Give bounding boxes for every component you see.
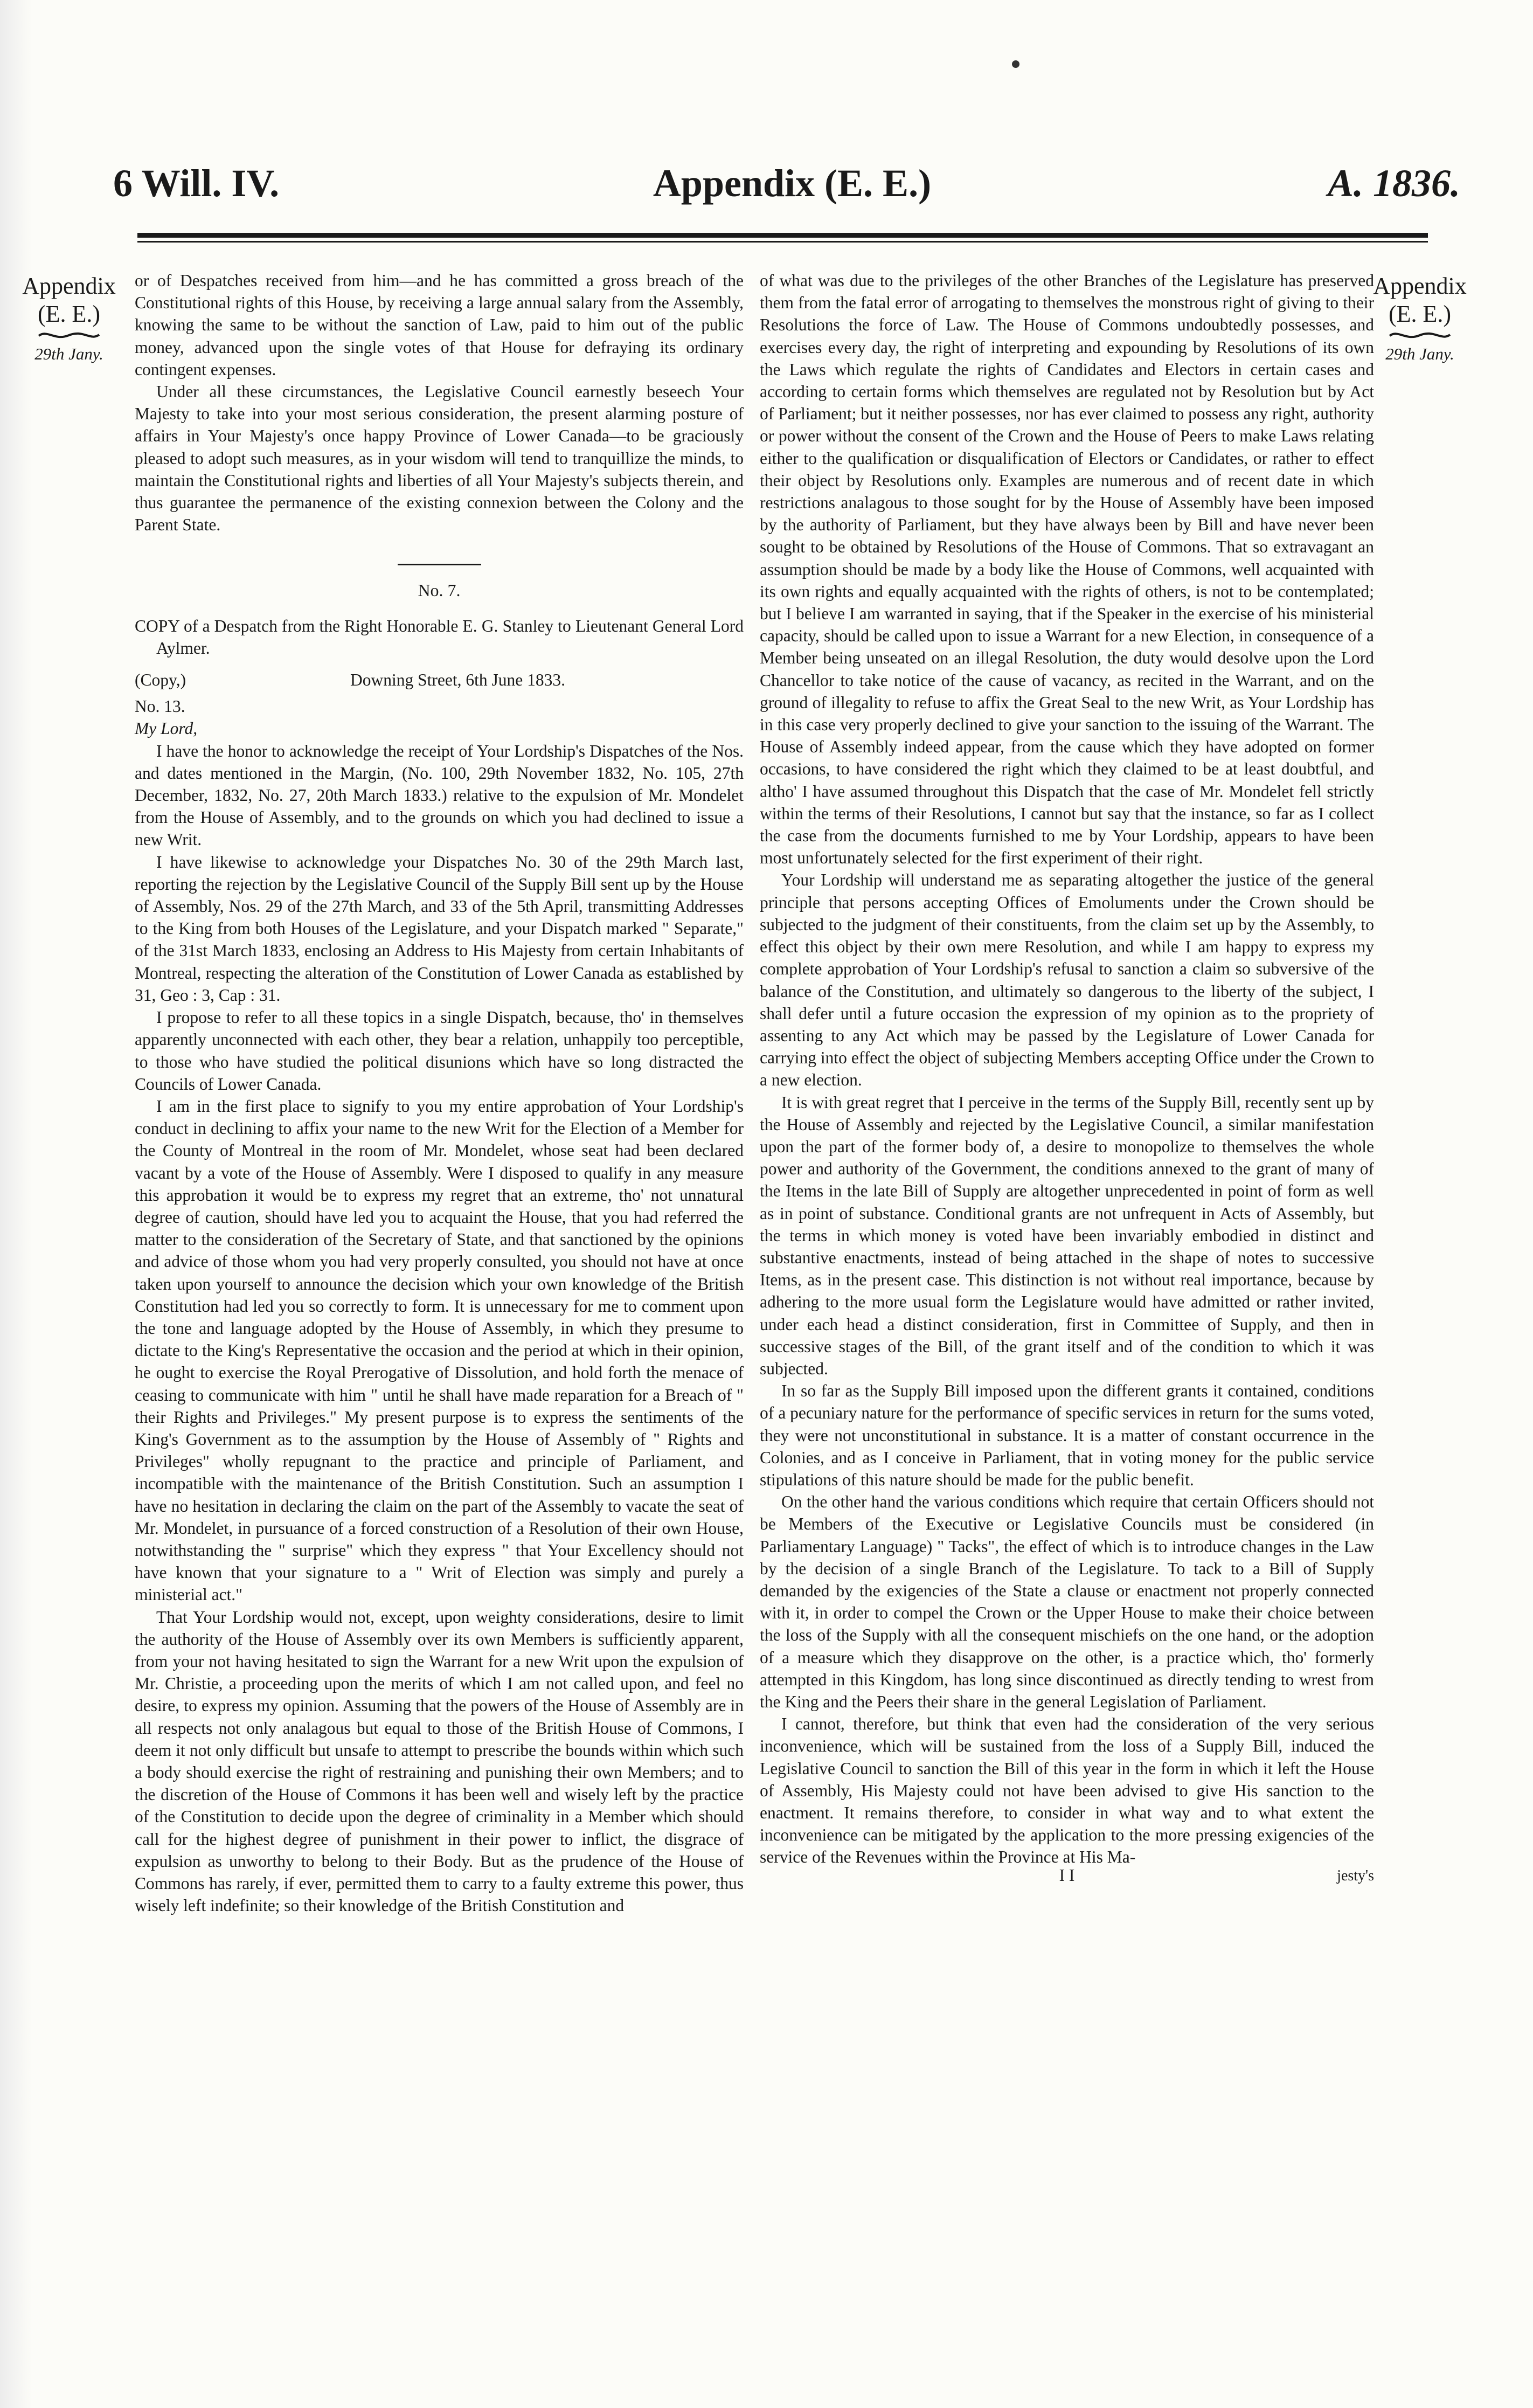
header-rule-thin [137,241,1428,243]
right-column [760,269,1374,1887]
paragraph: I am in the first place to signify to you my entire approbation of Your Lordship's conduct in declining to affix your name to the new Writ for the Election of a Member for the County of Montreal in the room of Mr. Mondelet, whose seat had been declared vacant by a vote of the House of Assembly. Were I disposed to qualify in any measure this approbation it would be to express my regret that an extreme, tho' not unnatural degree of caution, should have led you to acquaint the House, that you had referred the matter to the consideration of the Secretary of State, and that sanctioned by the opinions and advice of those whom you had very properly consulted, you should not have at once taken upon yourself to announce the decision which your own knowledge of the British Constitution had led you so correctly to form. It is unnecessary for me to comment upon the tone and language adopted by the House of Assembly, in which they presume to dictate to the King's Representative the occasion and the period at which in their opinion, he ought to exercise the Royal Prerogative of Dissolution, and hold forth the menace of ceasing to communicate with him " until he shall have made reparation for a Breach of " their Rights and Privileges." My present purpose is to express the sentiments of the King's Government as to the assumption by the House of Assembly of " Rights and Privileges" wholly repugnant to the practice and principle of Parliament, and incompatible with the maintenance of the British Constitution. Such an assumption I have no hesitation in declaring the claim on the part of the Assembly to vacate the seat of Mr. Mondelet, in pursuance of a forced construction of a Resolution of their own House, notwithstanding the " surprise" which they express " that Your Excellency should not have known that your signature to a " Writ of Election was simply and purely a ministerial act." [135,1096,744,1604]
margin-note-left [10,272,128,365]
paragraph: Your Lordship will understand me as separating altogether the justice of the general principle that persons accepting Offices of Emoluments under the Crown should be subjected to the judgment of their constituents, from the claim set up by the Assembly, to effect this object by their own mere Resolution, and while I am happy to express my complete approbation of Your Lordship's refusal to sanction a claim so subversive of the balance of the Constitution, and ultimately so dangerous to the liberty of the subject, I shall defer until a future occasion the expression of my opinion as to the propriety of assenting to any Act which may be passed by the Legislature of Lower Canada for carrying into effect the object of subjecting Members accepting Office under the Crown to a new election. [760,870,1374,1090]
paragraph: of what was due to the privileges of the other Branches of the Legislature has preserved them from the fatal error of arrogating to themselves the monstrous right of giving to their Resolutions the force of Law. The House of Commons undoubtedly possesses, and exercises every day, the right of interpreting and expounding by Resolutions of its own the Laws which regulate the rights of Candidates and Electors in certain cases and according to certain forms which themselves are regulated not by Resolution but by Act of Parliament; but it neither possesses, nor has ever claimed to possess any right, authority or power without the consent of the Crown and the House of Peers to make Laws relating either to the qualification or disqualification of Electors or Candidates, or rather to effect their object by Resolutions only. Examples are numerous and of recent date in which restrictions analagous to those sought for by the House of Assembly have been imposed by the authority of Parliament, but they have always been by Bill and have never been sought to be obtained by Resolutions of the House of Commons. That so extravagant an assumption should be made by a body like the House of Commons, well acquainted with its own rights and equally acquainted with the rights of others, is not to be contemplated; but I believe I am warranted in saying, that if the Speaker in the exercise of his ministerial capacity, should be called upon to issue a Warrant for a new Election, in consequence of a Member being unseated on an illegal Resolution, the duty would desolve upon the Lord Chancellor to take notice of the cause of vacancy, as recited in the Warrant, and on the ground of illegality to refuse to affix the Great Seal to the new Writ, as Your Lordship has in this case very properly declined to give your sanction to the issuing of the Warrant. The House of Assembly indeed appear, from the cause which they have adopted on former occasions, to have considered the right which they claimed to be at least doubtful, and altho' I have assumed throughout this Dispatch that the case of Mr. Mondelet fell strictly within the terms of their Resolutions, I cannot but say that the instance, so far as I collect the case from the documents furnished to me by Your Lordship, appears to have been most unfortunately selected for the first experiment of their right. [760,271,1374,868]
margin-date: 29th Jany. [1385,344,1454,363]
section-number: No. 7. [418,580,461,600]
header-session-year: A. 1836. [1327,162,1460,205]
margin-note-right [1361,272,1479,365]
despatch-number: No. 13. [135,697,185,716]
header-title: Appendix (E. E.) [653,162,932,205]
salutation: My Lord, [135,719,198,738]
margin-appendix-label: Appendix [22,273,116,299]
margin-appendix-code: (E. E.) [1388,301,1452,327]
flourish-ornament [1388,329,1452,341]
header-rule-thick [137,233,1428,238]
paragraph: I cannot, therefore, but think that even had the consideration of the very serious inconvenience, which will be sustained from the loss of a Supply Bill, induced the Legislative Council to sanction the Bill of this year in the form in which it left the House of Assembly, His Majesty could not have been advised to give His sanction to the enactment. It remains therefore, to consider in what way and to what extent the inconvenience can be mitigated by the application to the more pressing exigencies of the service of the Revenues within the Province at His Ma- [760,1714,1374,1867]
paragraph: On the other hand the various conditions which require that certain Officers should not be Members of the Executive or Legislative Councils must be considered (in Parliamentary Language) " Tacks", the effect of which is to introduce changes in the Law by the decision of a single Branch of the Legislature. To tack to a Bill of Supply demanded by the exigencies of the State a clause or enactment not properly connected with it, in order to compel the Crown or the Upper House to make their choice between the loss of the Supply with all the consequent mischiefs on the one hand, or the adoption of a measure which they disapprove on the other, is a practice which, tho' formerly attempted in this Kingdom, has long since discontinued as directly tending to wrest from the King and the Peers their share in the general Legislation of Parliament. [760,1492,1374,1711]
ink-speck [1012,60,1019,68]
paragraph: I propose to refer to all these topics in a single Dispatch, because, tho' in themselves apparently unconnected with each other, they bear a relation, unhappily too perceptible, to those who have studied the political disunions which have so long distracted the Councils of Lower Canada. [135,1008,744,1094]
paragraph: That Your Lordship would not, except, upon weighty considerations, desire to limit the authority of the House of Assembly over its own Members is sufficiently apparent, from your not having hesitated to sign the Warrant for a new Writ upon the expulsion of Mr. Christie, a proceeding upon the merits of which I am not called upon, and feel no desire, to express my opinion. Assuming that the powers of the House of Assembly are in all respects not only analagous but equal to those of the British House of Commons, I deem it not only difficult but unsafe to attempt to prescribe the bounds within which such a body should exercise the right of restraining and punishing their own Members; and to the discretion of the House of Commons it has been well and wisely left by the practice of the Constitution to decide upon the degree of criminality in a Member which should call for the highest degree of punishment in their power to inflict, the disgrace of expulsion as unworthy to belong to their Body. But as the prudence of the House of Commons has rarely, if ever, permitted them to carry to a faulty extreme this power, thus wisely left indefinite; so their knowledge of the British Constitution and [135,1607,744,1915]
despatch-title: COPY of a Despatch from the Right Honorable E. G. Stanley to Lieutenant General Lord Aylmer. [135,616,744,658]
margin-appendix-label: Appendix [1373,273,1467,299]
paragraph: I have the honor to acknowledge the receipt of Your Lordship's Dispatches of the Nos. and dates mentioned in the Margin, (No. 100, 29th November 1832, No. 105, 27th December, 1832, No. 27, 20th March 1833.) relative to the expulsion of Mr. Mondelet from the House of Assembly, and to the grounds on which you had declined to issue a new Writ. [135,741,744,849]
margin-appendix-code: (E. E.) [37,301,101,327]
margin-date: 29th Jany. [34,344,103,363]
catchword: jesty's [1337,1867,1374,1884]
paragraph: It is with great regret that I perceive in the terms of the Supply Bill, recently sent up by the House of Assembly and rejected by the Legislative Council, a similar manifestation upon the part of the former body of, a desire to monopolize to themselves the whole power and authority of the Government, the conditions annexed to the grant of many of the Items in the late Bill of Supply are altogether unprecedented in point of form as well as in point of substance. Conditional grants are not unfrequent in Acts of Assembly, but the terms in which money is voted have been invariably embodied in distinct and substantive enactments, instead of being attached in the shape of notes to successive Items, as in the present case. This distinction is not without real importance, because by adhering to the more usual form the Legislature would have admitted or rather invited, under each head a distinct consideration, first in Committee of Supply, and then in successive stages of the Bill, of the grant itself and of the condition to which it was subjected. [760,1092,1374,1378]
signature-mark: I I [1059,1865,1075,1885]
section-divider [398,564,481,565]
dateline [135,669,744,691]
flourish-ornament [37,329,101,341]
page-header [113,156,1471,221]
date-place: Downing Street, 6th June 1833. [350,670,565,690]
left-column [135,269,744,1916]
paragraph: Under all these circumstances, the Legislative Council earnestly beseech Your Majesty to take into your most serious consideration, the present alarming posture of affairs in Your Majesty's once happy Province of Lower Canada—to be graciously pleased to adopt such measures, as in your wisdom will tend to tranquillize the minds, to maintain the Constitutional rights and liberties of all Your Majesty's subjects therein, and thus guarantee the permanence of the existing connexion between the Colony and the Parent State. [135,382,744,535]
paragraph: In so far as the Supply Bill imposed upon the different grants it contained, conditions of a pecuniary nature for the performance of specific services in return for the sums voted, they were not unconstitutional in substance. It is a matter of constant occurrence in the Colonies, and as I conceive in Parliament, that in voting money for the public service stipulations of this nature should be made for the public benefit. [760,1381,1374,1489]
copy-label: (Copy,) [135,670,186,690]
paragraph: or of Despatches received from him—and he has committed a gross breach of the Constitutional rights of this House, by receiving a large annual salary from the Assembly, knowing the same to be without the sanction of Law, paid to him out of the public money, advanced upon the single votes of that House for defraying its ordinary contingent expenses. [135,271,744,379]
header-regnal-year: 6 Will. IV. [113,162,280,205]
paragraph: I have likewise to acknowledge your Dispatches No. 30 of the 29th March last, reporting the rejection by the Legislative Council of the Supply Bill sent up by the House of Assembly, Nos. 29 of the 27th March, and 33 of the 5th April, transmitting Addresses to the King from both Houses of the Legislature, and your Dispatch marked " Separate," of the 31st March 1833, enclosing an Address to His Majesty from certain Inhabitants of Montreal, respecting the alteration of the Constitution of Lower Canada as established by 31, Geo : 3, Cap : 31. [135,852,744,1005]
